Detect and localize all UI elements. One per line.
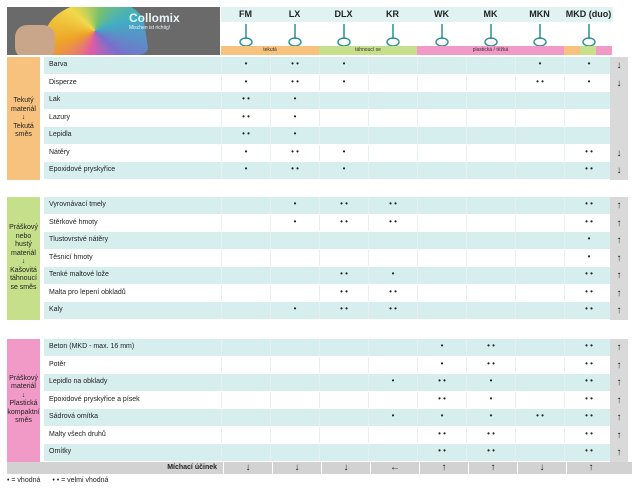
suitability-cell bbox=[319, 339, 368, 356]
suitability-cell: • • bbox=[270, 162, 319, 179]
suitability-cell: • • bbox=[417, 392, 466, 409]
suitability-cell bbox=[417, 267, 466, 284]
suitability-cell bbox=[270, 409, 319, 426]
suitability-cell: • bbox=[221, 162, 270, 179]
suitability-cell: • bbox=[270, 197, 319, 214]
category-band-swatch bbox=[564, 46, 580, 55]
suitability-cell: • bbox=[319, 75, 368, 92]
suitability-cell: • • bbox=[270, 145, 319, 162]
suitability-cell bbox=[221, 409, 270, 426]
table-row bbox=[44, 250, 628, 268]
suitability-cell: • bbox=[564, 250, 613, 267]
material-group bbox=[7, 57, 632, 180]
suitability-cell: • • bbox=[466, 339, 515, 356]
suitability-cell bbox=[368, 75, 417, 92]
suitability-cell bbox=[515, 145, 564, 162]
group-label-line: Plastická bbox=[9, 400, 38, 408]
suitability-cell bbox=[515, 232, 564, 249]
suitability-cell bbox=[270, 250, 319, 267]
material-name: Malta pro lepení obkladů bbox=[49, 288, 126, 296]
material-name: Epoxidové pryskyřice bbox=[49, 166, 116, 173]
category-band-swatch bbox=[596, 46, 612, 55]
column-name: LX bbox=[270, 7, 319, 22]
mixing-effect-arrow-icon: ← bbox=[370, 462, 419, 474]
suitability-cell bbox=[368, 444, 417, 461]
mixing-effect-row bbox=[7, 462, 632, 474]
suitability-cell bbox=[368, 162, 417, 179]
legend bbox=[7, 477, 118, 484]
mix-direction-arrow-icon: ↓ bbox=[610, 75, 628, 93]
suitability-cell bbox=[417, 57, 466, 74]
suitability-cell: • bbox=[515, 57, 564, 74]
table-row bbox=[44, 357, 628, 375]
suitability-cell bbox=[466, 127, 515, 144]
group-label-line: materiál bbox=[11, 249, 36, 257]
suitability-cell bbox=[368, 250, 417, 267]
suitability-cell bbox=[466, 57, 515, 74]
suitability-cell bbox=[515, 162, 564, 179]
material-name: Vyrovnávací tmely bbox=[49, 201, 106, 208]
table-row bbox=[44, 302, 628, 320]
suitability-cell: • • bbox=[319, 302, 368, 319]
suitability-cell: • bbox=[221, 145, 270, 162]
mix-direction-arrow-icon bbox=[610, 110, 628, 128]
suitability-cell bbox=[221, 339, 270, 356]
suitability-cell: • • bbox=[466, 357, 515, 374]
suitability-cell bbox=[515, 215, 564, 232]
suitability-cell bbox=[564, 110, 613, 127]
suitability-cell bbox=[417, 215, 466, 232]
suitability-cell: • bbox=[270, 302, 319, 319]
material-name: Epoxidové pryskyřice a písek bbox=[49, 395, 140, 403]
suitability-cell: • • bbox=[564, 409, 613, 426]
suitability-cell bbox=[319, 250, 368, 267]
suitability-cell: • • bbox=[564, 374, 613, 391]
suitability-cell: • bbox=[466, 374, 515, 391]
suitability-cell: • • bbox=[564, 444, 613, 461]
table-row bbox=[44, 392, 628, 410]
category-band: táhnoucí se bbox=[319, 46, 417, 55]
material-name: Stěrkové hmoty bbox=[49, 218, 98, 226]
suitability-cell: • bbox=[417, 357, 466, 374]
suitability-cell bbox=[564, 127, 613, 144]
group-label-line: Práškový bbox=[9, 374, 38, 382]
suitability-cell: • • bbox=[221, 127, 270, 144]
group-label-line: Práškový bbox=[9, 224, 38, 232]
material-name: Lepidla bbox=[49, 131, 72, 138]
material-name: Omítky bbox=[49, 448, 72, 455]
group-label-line: Tekutý bbox=[13, 97, 34, 104]
suitability-cell bbox=[270, 374, 319, 391]
suitability-cell bbox=[270, 392, 319, 409]
suitability-cell bbox=[466, 302, 515, 319]
suitability-cell bbox=[319, 127, 368, 144]
suitability-cell bbox=[515, 127, 564, 144]
suitability-cell: • • bbox=[466, 444, 515, 461]
group-label-line: ↓ bbox=[21, 258, 26, 266]
table-row bbox=[44, 92, 628, 110]
suitability-cell bbox=[466, 267, 515, 284]
group-label-line: Tekutá bbox=[13, 122, 34, 130]
group-label-line: Kašovitá bbox=[10, 266, 37, 274]
suitability-cell: • • bbox=[319, 197, 368, 214]
column-name: MKN bbox=[515, 7, 564, 22]
suitability-cell: • • bbox=[417, 374, 466, 391]
suitability-cell bbox=[221, 215, 270, 232]
suitability-cell bbox=[221, 285, 270, 302]
table-row bbox=[44, 374, 628, 392]
group-label-line: směs bbox=[15, 131, 32, 138]
mix-direction-arrow-icon: ↑ bbox=[610, 427, 628, 445]
material-name: Tenké maltové lože bbox=[49, 271, 109, 278]
suitability-cell: • • bbox=[270, 75, 319, 92]
column-name: DLX bbox=[319, 7, 368, 22]
suitability-cell bbox=[319, 444, 368, 461]
table-row bbox=[44, 75, 628, 93]
suitability-cell: • bbox=[368, 409, 417, 426]
mix-direction-arrow-icon: ↓ bbox=[610, 57, 628, 75]
material-group bbox=[7, 197, 632, 320]
suitability-cell bbox=[515, 267, 564, 284]
suitability-cell: • • bbox=[368, 215, 417, 232]
category-band: tekutá bbox=[221, 46, 319, 55]
table-row bbox=[44, 232, 628, 250]
suitability-cell bbox=[368, 232, 417, 249]
suitability-cell bbox=[466, 197, 515, 214]
suitability-cell bbox=[221, 267, 270, 284]
suitability-cell bbox=[515, 427, 564, 444]
suitability-cell: • • bbox=[417, 444, 466, 461]
suitability-cell bbox=[221, 444, 270, 461]
mix-direction-arrow-icon: ↑ bbox=[610, 215, 628, 233]
suitability-cell: • • bbox=[564, 145, 613, 162]
brand-logo bbox=[129, 11, 217, 51]
group-label-line: materiál bbox=[11, 105, 36, 113]
suitability-cell bbox=[270, 357, 319, 374]
suitability-cell: • bbox=[417, 339, 466, 356]
material-name: Lepidlo na obklady bbox=[49, 378, 108, 385]
suitability-cell bbox=[319, 409, 368, 426]
suitability-cell: • bbox=[319, 145, 368, 162]
suitability-cell bbox=[417, 197, 466, 214]
category-band: plastická / těžká bbox=[417, 46, 564, 55]
suitability-cell bbox=[515, 197, 564, 214]
suitability-cell bbox=[221, 232, 270, 249]
suitability-cell bbox=[417, 127, 466, 144]
table-row bbox=[44, 162, 628, 180]
mix-direction-arrow-icon: ↑ bbox=[610, 374, 628, 392]
suitability-cell: • • bbox=[564, 162, 613, 179]
suitability-cell bbox=[368, 392, 417, 409]
column-name: WK bbox=[417, 7, 466, 22]
suitability-cell: • bbox=[466, 392, 515, 409]
suitability-cell bbox=[221, 197, 270, 214]
mixing-effect-arrow-icon: ↑ bbox=[419, 462, 468, 474]
mix-direction-arrow-icon: ↑ bbox=[610, 409, 628, 427]
material-name: Těsnicí hmoty bbox=[49, 253, 93, 261]
table-row bbox=[44, 409, 628, 427]
suitability-cell bbox=[515, 285, 564, 302]
suitability-cell: • bbox=[319, 162, 368, 179]
suitability-cell bbox=[466, 215, 515, 232]
suitability-cell bbox=[319, 374, 368, 391]
group-label-line: ↓ bbox=[21, 114, 26, 121]
mix-direction-arrow-icon: ↑ bbox=[610, 285, 628, 303]
table-row bbox=[44, 197, 628, 215]
table-row bbox=[44, 57, 628, 75]
group-label-line: táhnoucí bbox=[10, 275, 37, 283]
suitability-cell bbox=[515, 110, 564, 127]
header-photo bbox=[7, 7, 220, 55]
suitability-cell: • bbox=[270, 110, 319, 127]
mixing-effect-arrow-icon: ↑ bbox=[468, 462, 517, 474]
suitability-cell bbox=[515, 392, 564, 409]
material-name: Potěr bbox=[49, 360, 66, 368]
group-label-line: se směs bbox=[10, 283, 37, 291]
suitability-cell: • • bbox=[221, 92, 270, 109]
group-label-line: hustý bbox=[15, 241, 32, 249]
suitability-cell bbox=[270, 232, 319, 249]
category-band-swatch bbox=[580, 46, 596, 55]
group-label-line: kompaktní bbox=[7, 408, 40, 416]
group-label bbox=[7, 57, 40, 180]
suitability-cell bbox=[270, 285, 319, 302]
suitability-cell: • • bbox=[368, 302, 417, 319]
material-name: Beton (MKD - max. 16 mm) bbox=[49, 343, 135, 350]
suitability-cell bbox=[515, 92, 564, 109]
suitability-cell: • • bbox=[564, 392, 613, 409]
suitability-cell bbox=[221, 392, 270, 409]
suitability-cell: • bbox=[564, 232, 613, 249]
suitability-cell: • • bbox=[319, 215, 368, 232]
suitability-cell bbox=[515, 374, 564, 391]
suitability-cell: • bbox=[221, 57, 270, 74]
suitability-cell bbox=[417, 92, 466, 109]
mixing-effect-arrow-icon: ↓ bbox=[321, 462, 370, 474]
suitability-cell: • • bbox=[564, 302, 613, 319]
suitability-cell: • • bbox=[417, 427, 466, 444]
column-name: FM bbox=[221, 7, 270, 22]
suitability-cell: • bbox=[368, 374, 417, 391]
suitability-cell: • bbox=[564, 75, 613, 92]
material-name: Lak bbox=[49, 96, 61, 103]
group-label-line: ↓ bbox=[21, 391, 26, 399]
suitability-cell bbox=[368, 92, 417, 109]
mix-direction-arrow-icon: ↑ bbox=[610, 197, 628, 215]
suitability-cell bbox=[564, 92, 613, 109]
suitability-cell: • • bbox=[564, 267, 613, 284]
suitability-cell bbox=[319, 392, 368, 409]
suitability-cell: • • bbox=[319, 267, 368, 284]
table-row bbox=[44, 110, 628, 128]
suitability-cell: • • bbox=[564, 197, 613, 214]
suitability-cell: • bbox=[270, 127, 319, 144]
suitability-cell bbox=[466, 145, 515, 162]
suitability-cell: • • bbox=[221, 110, 270, 127]
mix-direction-arrow-icon: ↓ bbox=[610, 145, 628, 163]
table-row bbox=[44, 339, 628, 357]
suitability-cell: • • bbox=[368, 197, 417, 214]
suitability-cell: • bbox=[319, 57, 368, 74]
suitability-cell: • bbox=[466, 409, 515, 426]
suitability-cell: • • bbox=[466, 427, 515, 444]
suitability-cell bbox=[417, 285, 466, 302]
suitability-cell bbox=[417, 110, 466, 127]
mixing-effect-label: Míchací účinek bbox=[167, 464, 217, 471]
material-name: Sádrová omítka bbox=[49, 413, 99, 420]
suitability-cell bbox=[221, 427, 270, 444]
suitability-cell: • • bbox=[515, 75, 564, 92]
suitability-cell bbox=[515, 444, 564, 461]
suitability-cell: • • bbox=[319, 285, 368, 302]
column-name: KR bbox=[368, 7, 417, 22]
suitability-cell bbox=[466, 75, 515, 92]
mix-direction-arrow-icon: ↓ bbox=[610, 162, 628, 180]
table-row bbox=[44, 127, 628, 145]
suitability-cell bbox=[417, 145, 466, 162]
suitability-cell: • bbox=[270, 215, 319, 232]
suitability-cell bbox=[270, 427, 319, 444]
mix-direction-arrow-icon bbox=[610, 92, 628, 110]
legend-double: • • = velmi vhodná bbox=[52, 477, 109, 484]
suitability-cell bbox=[319, 110, 368, 127]
suitability-cell bbox=[417, 162, 466, 179]
table-row bbox=[44, 444, 628, 462]
suitability-cell bbox=[466, 92, 515, 109]
mix-direction-arrow-icon: ↑ bbox=[610, 392, 628, 410]
suitability-cell: • • bbox=[270, 57, 319, 74]
mixing-effect-arrow-icon: ↓ bbox=[223, 462, 272, 474]
material-name: Nátěry bbox=[49, 148, 70, 156]
suitability-cell: • bbox=[270, 92, 319, 109]
suitability-cell bbox=[515, 339, 564, 356]
suitability-cell: • • bbox=[564, 285, 613, 302]
suitability-cell bbox=[417, 302, 466, 319]
suitability-cell: • • bbox=[564, 357, 613, 374]
suitability-cell bbox=[368, 127, 417, 144]
suitability-cell bbox=[221, 250, 270, 267]
mixing-effect-arrow-icon: ↓ bbox=[517, 462, 566, 474]
table-row bbox=[44, 215, 628, 233]
group-label-line: materiál bbox=[11, 383, 36, 391]
suitability-cell bbox=[270, 339, 319, 356]
table-row bbox=[44, 145, 628, 163]
brand-name: Collomix bbox=[129, 11, 180, 25]
suitability-cell: • bbox=[221, 75, 270, 92]
suitability-cell: • bbox=[564, 57, 613, 74]
suitability-cell bbox=[466, 285, 515, 302]
material-name: Kaly bbox=[49, 306, 63, 313]
suitability-cell: • • bbox=[564, 427, 613, 444]
material-name: Tlustovrstvé nátěry bbox=[49, 236, 109, 243]
mix-direction-arrow-icon: ↑ bbox=[610, 232, 628, 250]
suitability-cell bbox=[368, 357, 417, 374]
suitability-cell bbox=[270, 444, 319, 461]
suitability-cell: • • bbox=[564, 215, 613, 232]
material-name: Barva bbox=[49, 61, 68, 68]
suitability-cell bbox=[368, 427, 417, 444]
suitability-cell: • • bbox=[515, 409, 564, 426]
suitability-cell bbox=[319, 357, 368, 374]
suitability-cell bbox=[417, 232, 466, 249]
group-label bbox=[7, 197, 40, 320]
suitability-cell bbox=[319, 92, 368, 109]
suitability-cell bbox=[466, 110, 515, 127]
table-row bbox=[44, 427, 628, 445]
suitability-cell bbox=[368, 57, 417, 74]
suitability-cell: • bbox=[417, 409, 466, 426]
suitability-cell bbox=[368, 145, 417, 162]
suitability-cell: • • bbox=[564, 339, 613, 356]
material-name: Malty všech druhů bbox=[49, 430, 106, 438]
suitability-cell bbox=[466, 162, 515, 179]
table-row bbox=[44, 267, 628, 285]
mixing-effect-arrow-icon: ↓ bbox=[272, 462, 321, 474]
mix-direction-arrow-icon bbox=[610, 127, 628, 145]
suitability-cell bbox=[466, 250, 515, 267]
mixing-effect-arrow-icon: ↑ bbox=[566, 462, 615, 474]
table-row bbox=[44, 285, 628, 303]
mix-direction-arrow-icon: ↑ bbox=[610, 339, 628, 357]
suitability-cell bbox=[319, 232, 368, 249]
suitability-cell: • • bbox=[368, 285, 417, 302]
mix-direction-arrow-icon: ↑ bbox=[610, 250, 628, 268]
suitability-cell bbox=[319, 427, 368, 444]
suitability-cell: • bbox=[368, 267, 417, 284]
mix-direction-arrow-icon: ↑ bbox=[610, 357, 628, 375]
suitability-cell bbox=[368, 339, 417, 356]
mix-direction-arrow-icon: ↑ bbox=[610, 444, 628, 462]
suitability-cell bbox=[417, 75, 466, 92]
material-name: Lazury bbox=[49, 113, 71, 121]
suitability-cell bbox=[466, 232, 515, 249]
column-name: MK bbox=[466, 7, 515, 22]
group-label-line: směs bbox=[15, 417, 32, 425]
suitability-cell bbox=[270, 267, 319, 284]
suitability-cell bbox=[515, 250, 564, 267]
mix-direction-arrow-icon: ↑ bbox=[610, 302, 628, 320]
column-name: MKD (duo) bbox=[564, 7, 613, 22]
suitability-cell bbox=[417, 250, 466, 267]
legend-single: • = vhodná bbox=[7, 477, 41, 484]
group-label bbox=[7, 339, 40, 462]
suitability-cell bbox=[368, 110, 417, 127]
group-label-line: nebo bbox=[15, 232, 32, 240]
material-name: Disperze bbox=[49, 78, 77, 86]
suitability-cell bbox=[221, 374, 270, 391]
suitability-cell bbox=[221, 357, 270, 374]
brand-tagline: Mischen ist richtig! bbox=[129, 25, 171, 31]
mix-direction-arrow-icon: ↑ bbox=[610, 267, 628, 285]
suitability-cell bbox=[221, 302, 270, 319]
hand-image bbox=[15, 25, 55, 55]
suitability-cell bbox=[515, 357, 564, 374]
material-group bbox=[7, 339, 632, 462]
suitability-cell bbox=[515, 302, 564, 319]
